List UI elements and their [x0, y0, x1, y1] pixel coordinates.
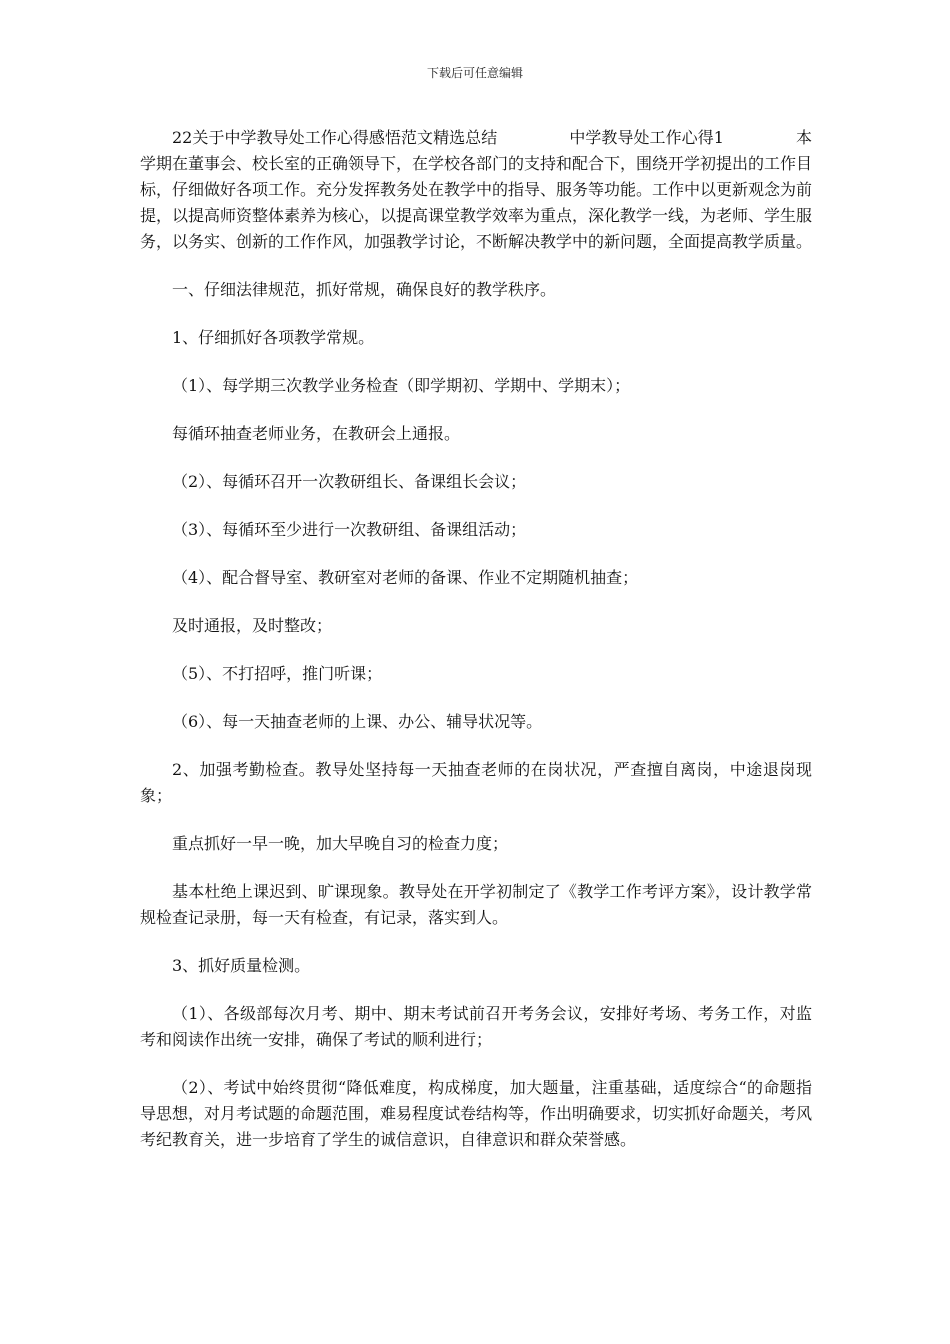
document-body — [140, 125, 812, 1175]
paragraph: 每循环抽查老师业务，在教研会上通报。 — [172, 424, 461, 443]
subsection-heading-3: 3、抓好质量检测。 — [172, 956, 311, 975]
list-item: （2）、考试中始终贯彻“降低难度，构成梯度，加大题量，注重基础，适度综合“的命题指导思想，对月考试题的命题范围，难易程度试卷结构等，作出明确要求，切实抓好命题关，考风考纪教育关，进一步培育了学生的诚信意识，自律意识和群众荣誉感。 — [140, 1078, 813, 1149]
list-item: （2）、每循环召开一次教研组长、备课组长会议； — [172, 472, 527, 491]
subsection-heading-1: 1、仔细抓好各项教学常规。 — [172, 328, 375, 347]
list-item: （6）、每一天抽查老师的上课、办公、辅导状况等。 — [172, 712, 543, 731]
list-item: （3）、每循环至少进行一次教研组、备课组活动； — [172, 520, 527, 539]
document-title: 22关于中学教导处工作心得感悟范文精选总结 — [172, 128, 498, 147]
paragraph: 重点抓好一早一晚，加大早晚自习的检查力度； — [172, 834, 509, 853]
paragraph: 基本杜绝上课迟到、旷课现象。教导处在开学初制定了《教学工作考评方案》，设计教学常规检查记录册，每一天有检查，有记录，落实到人。 — [140, 882, 812, 927]
intro-body: 本学期在董事会、校长室的正确领导下，在学校各部门的支持和配合下，围绕开学初提出的工作目标，仔细做好各项工作。充分发挥教务处在教学中的指导、服务等功能。工作中以更新观念为前提，以提高师资整体素养为核心，以提高课堂教学效率为重点，深化教学一线，为老师、学生服务，以务实、创新的工作作风，加强教学讨论，不断解决教学中的新问题，全面提高教学质量。 — [140, 128, 813, 251]
list-item: （1）、各级部每次月考、期中、期末考试前召开考务会议，安排好考场、考务工作，对监考和阅读作出统一安排，确保了考试的顺利进行； — [140, 1004, 812, 1049]
intro-paragraph — [140, 125, 812, 255]
list-item: （4）、配合督导室、教研室对老师的备课、作业不定期随机抽查； — [172, 568, 639, 587]
list-item: （5）、不打招呼，推门听课； — [172, 664, 383, 683]
page-header: 下载后可任意编辑 — [426, 66, 523, 80]
subsection-heading-2: 2、加强考勤检查。教导处坚持每一天抽查老师的在岗状况，严查擅自离岗，中途退岗现象； — [140, 760, 812, 805]
section-subtitle: 中学教导处工作心得1 — [569, 128, 724, 147]
list-item: （1）、每学期三次教学业务检查（即学期初、学期中、学期末）； — [172, 376, 631, 395]
paragraph: 及时通报，及时整改； — [172, 616, 333, 635]
section-heading-1: 一、仔细法律规范，抓好常规，确保良好的教学秩序。 — [172, 280, 557, 299]
